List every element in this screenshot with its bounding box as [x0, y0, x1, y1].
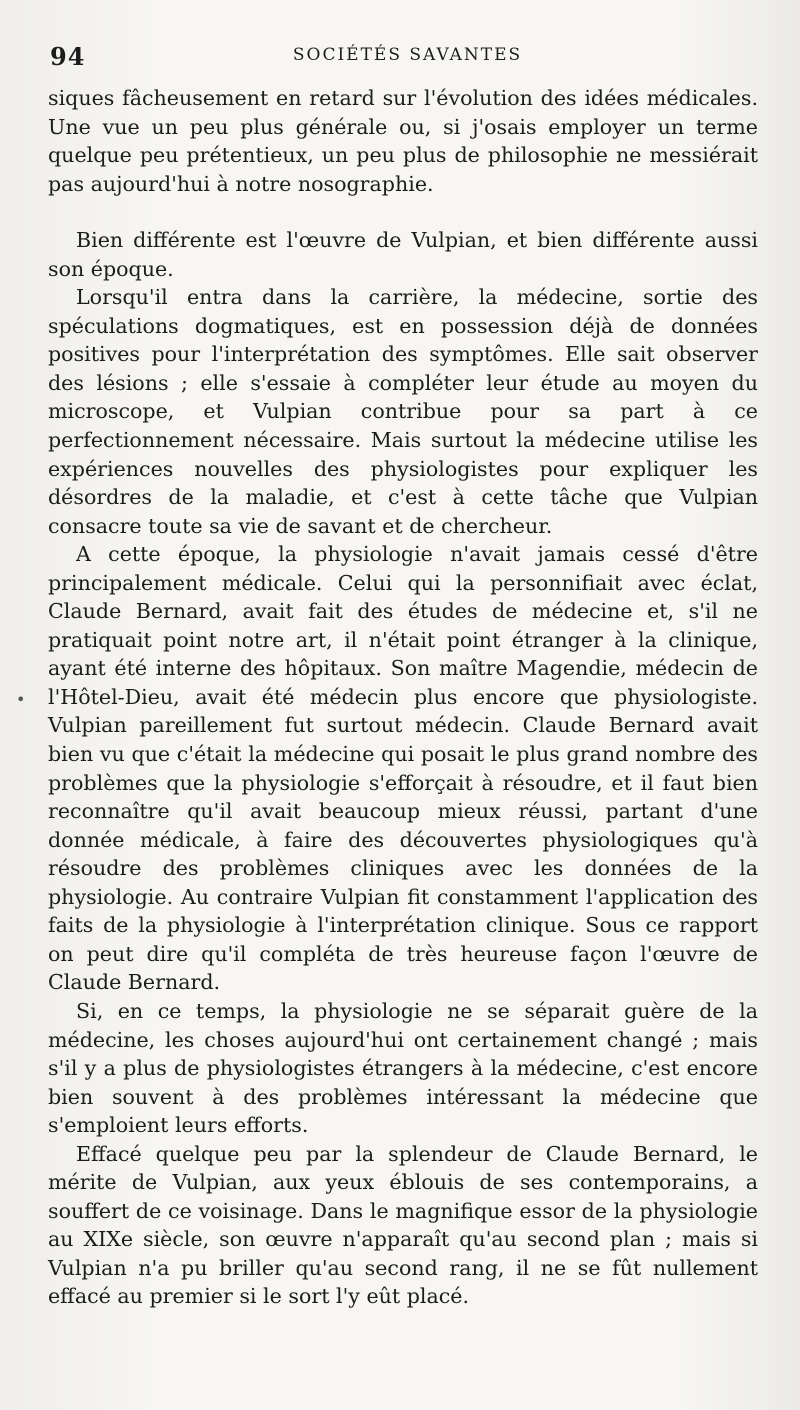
- paragraph: A cette époque, la physiologie n'avait jamais cessé d'être principalement médicale. Celui qui la personnifiait avec éclat, Claude Bernard, avait fait des études de médecine et, s'il ne pratiquait point notre art, il n'était point étranger à la clinique, ayant été interne des hôpitaux. Son maître Magendie, médecin de l'Hôtel-Dieu, avait été médecin plus encore que physiologiste. Vulpian pareillement fut surtout médecin. Claude Bernard avait bien vu que c'était la médecine qui posait le plus grand nombre des problèmes que la physiologie s'efforçait à résoudre, et il faut bien reconnaître qu'il avait beaucoup mieux réussi, partant d'une donnée médicale, à faire des découvertes physiologiques qu'à résoudre des problèmes cliniques avec les données de la physiologie. Au contraire Vulpian fit constamment l'application des faits de la physiologie à l'interprétation clinique. Sous ce rapport on peut dire qu'il compléta de très heureuse façon l'œuvre de Claude Bernard.: [48, 542, 758, 995]
- paragraph: Effacé quelque peu par la splendeur de Claude Bernard, le mérite de Vulpian, aux yeux éblouis de ses contemporains, a souffert de ce voisinage. Dans le magnifique essor de la physiologie au XIXe siècle, son œuvre n'apparaît qu'au second plan ; mais si Vulpian n'a pu briller qu'au second rang, il ne se fût nullement effacé au premier si le sort l'y eût placé.: [48, 1141, 758, 1309]
- paragraph: Lorsqu'il entra dans la carrière, la médecine, sortie des spéculations dogmatiques, est en possession déjà de données positives pour l'interprétation des symptômes. Elle sait observer des lésions ; elle s'essaie à compléter leur étude au moyen du microscope, et Vulpian contribue pour sa part à ce perfectionnement nécessaire. Mais surtout la médecine utilise les expériences nouvelles des physiologistes pour expliquer les désordres de la maladie, et c'est à cette tâche que Vulpian consacre toute sa vie de savant et de chercheur.: [48, 285, 758, 538]
- page-number: 94: [50, 42, 86, 71]
- paragraph: Bien différente est l'œuvre de Vulpian, et bien différente aussi son époque.: [48, 228, 758, 281]
- running-head: SOCIÉTÉS SAVANTES: [292, 45, 523, 65]
- paragraph-continued: siques fâcheusement en retard sur l'évolution des idées médicales. Une vue un peu plus générale ou, si j'osais employer un terme quelque peu prétentieux, un peu plus de philosophie ne messiérait pas aujourd'hui à notre nosographie.: [48, 86, 758, 196]
- paragraph: Si, en ce temps, la physiologie ne se séparait guère de la médecine, les choses aujourd'hui ont certainement changé ; mais s'il y a plus de physiologistes étrangers à la médecine, c'est encore bien souvent à des problèmes intéressant la médecine que s'emploient leurs efforts.: [48, 998, 758, 1138]
- body-text: [48, 84, 758, 1311]
- margin-mark: •: [16, 690, 26, 709]
- page-header: [50, 42, 765, 72]
